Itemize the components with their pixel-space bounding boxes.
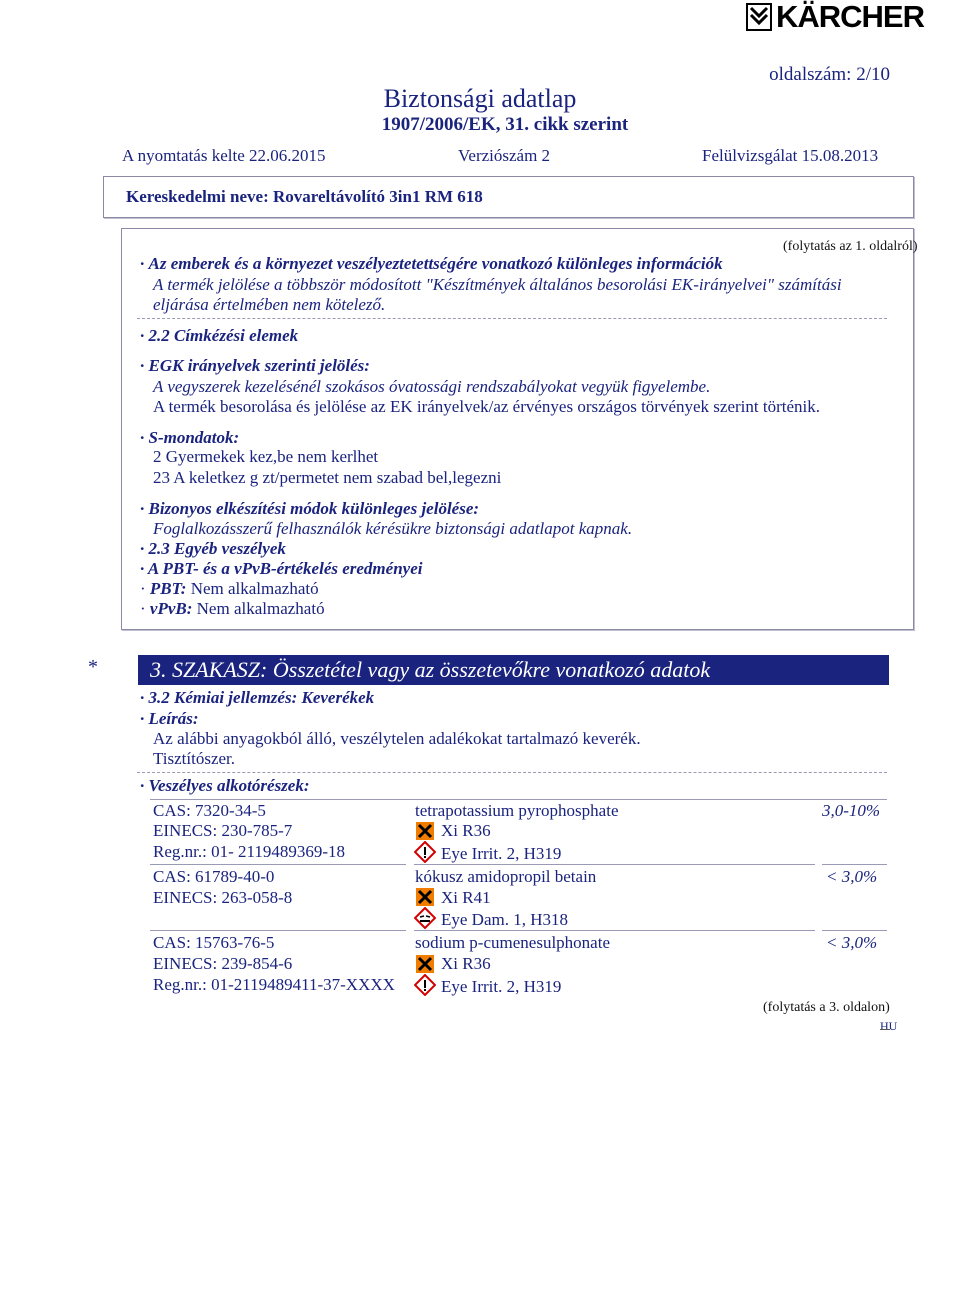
special-labelling-text: Foglalkozásszerű felhasználók kérésükre biztonsági adatlapot kapnak.: [153, 519, 633, 538]
component-classification-1: Xi R41: [441, 888, 491, 907]
row-divider: [150, 930, 406, 931]
trade-name: Kereskedelmi neve: Rovareltávolító 3in1 RM 618: [126, 187, 483, 206]
row-divider: [414, 930, 815, 931]
section-3-2-heading: · 3.2 Kémiai jellemzés: Keverékek: [140, 688, 375, 707]
karcher-logo: [746, 0, 956, 34]
table-top-line: [150, 799, 887, 800]
divider: [137, 318, 887, 319]
component-classification-1: Xi R36: [441, 821, 491, 840]
logo-text: KÄRCHER: [776, 0, 924, 34]
component-amount: < 3,0%: [826, 933, 878, 952]
special-labelling-heading: · Bizonyos elkészítési módok különleges jelölése:: [140, 499, 480, 518]
component-amount: 3,0-10%: [822, 801, 881, 820]
continued-to: (folytatás a 3. oldalon): [763, 1000, 890, 1015]
component-cas: CAS: 7320-34-5: [153, 801, 266, 820]
language-underline: [880, 1029, 890, 1030]
row-divider: [822, 864, 887, 865]
row-divider: [150, 864, 406, 865]
row-divider: [822, 930, 887, 931]
component-classification-2: Eye Irrit. 2, H319: [441, 844, 562, 863]
s-phrase-1: 2 Gyermekek kez,be nem kerlhet: [153, 447, 379, 466]
component-name: tetrapotassium pyrophosphate: [415, 801, 619, 820]
pbt-row: · PBT: Nem alkalmazható: [140, 579, 319, 598]
component-cas: CAS: 61789-40-0: [153, 867, 275, 886]
pbt-heading: · A PBT- és a vPvB-értékelés eredményei: [140, 559, 423, 578]
dangers-text-2: eljárása értelmében nem kötelező.: [153, 295, 386, 314]
egk-text-2: A termék besorolása és jelölése az EK irányelvek/az érvényes országos törvények szerint történik.: [153, 397, 820, 416]
component-regnr: Reg.nr.: 01- 2119489369-18: [153, 842, 346, 861]
document-subtitle: 1907/2006/EK, 31. cikk szerint: [381, 114, 629, 135]
vpvb-row: · vPvB: Nem alkalmazható: [140, 599, 325, 618]
component-name: kókusz amidopropil betain: [415, 867, 597, 886]
section-3-title: 3. SZAKASZ: Összetétel vagy az összetevőkre vonatkozó adatok: [150, 657, 711, 682]
component-classification-2: Eye Irrit. 2, H319: [441, 977, 562, 996]
language-code: HU: [880, 1019, 898, 1033]
component-classification-1: Xi R36: [441, 954, 491, 973]
section-2-2-heading: · 2.2 Címkézési elemek: [140, 326, 299, 345]
section-3-title-bar: [138, 655, 889, 685]
row-divider: [414, 864, 815, 865]
hazardous-components-heading: · Veszélyes alkotórészek:: [140, 776, 310, 795]
component-einecs: EINECS: 239-854-6: [153, 954, 293, 973]
print-date: A nyomtatás kelte 22.06.2015: [122, 146, 326, 165]
document-title: Biztonsági adatlap: [383, 84, 577, 113]
component-einecs: EINECS: 263-058-8: [153, 888, 293, 907]
dangers-heading: · Az emberek és a környezet veszélyeztetettségére vonatkozó különleges információk: [140, 254, 723, 273]
s-phrases-heading: · S-mondatok:: [140, 428, 240, 447]
section-2-3-heading: · 2.3 Egyéb veszélyek: [140, 539, 286, 558]
version-number: Verziószám 2: [458, 146, 551, 165]
description-heading: · Leírás:: [140, 709, 199, 728]
egk-heading: · EGK irányelvek szerinti jelölés:: [140, 356, 370, 375]
component-classification-2: Eye Dam. 1, H318: [441, 910, 569, 929]
component-amount: < 3,0%: [826, 867, 878, 886]
dangers-text-1: A termék jelölése a többször módosított "Készítmények általános besorolási EK-irányelvei" számítási: [153, 275, 842, 294]
revision-date: Felülvizsgálat 15.08.2013: [702, 146, 879, 165]
page-number: oldalszám: 2/10: [769, 64, 890, 85]
exclamation-icon: [414, 974, 436, 1001]
description-text-2: Tisztítószer.: [153, 749, 236, 768]
change-marker: *: [88, 656, 98, 678]
divider: [137, 772, 887, 773]
s-phrase-2: 23 A keletkez g zt/permetet nem szabad bel,legezni: [153, 468, 502, 487]
component-cas: CAS: 15763-76-5: [153, 933, 275, 952]
description-text-1: Az alábbi anyagokból álló, veszélytelen adalékokat tartalmazó keverék.: [153, 729, 641, 748]
logo-chevron-icon: [746, 3, 772, 31]
component-regnr: Reg.nr.: 01-2119489411-37-XXXX: [153, 975, 395, 994]
component-name: sodium p-cumenesulphonate: [415, 933, 610, 952]
egk-text-1: A vegyszerek kezelésénél szokásos óvatossági rendszabályokat vegyük figyelembe.: [153, 377, 711, 396]
trade-name-box: [103, 176, 914, 218]
component-einecs: EINECS: 230-785-7: [153, 821, 293, 840]
continued-from: (folytatás az 1. oldalról): [783, 239, 918, 254]
